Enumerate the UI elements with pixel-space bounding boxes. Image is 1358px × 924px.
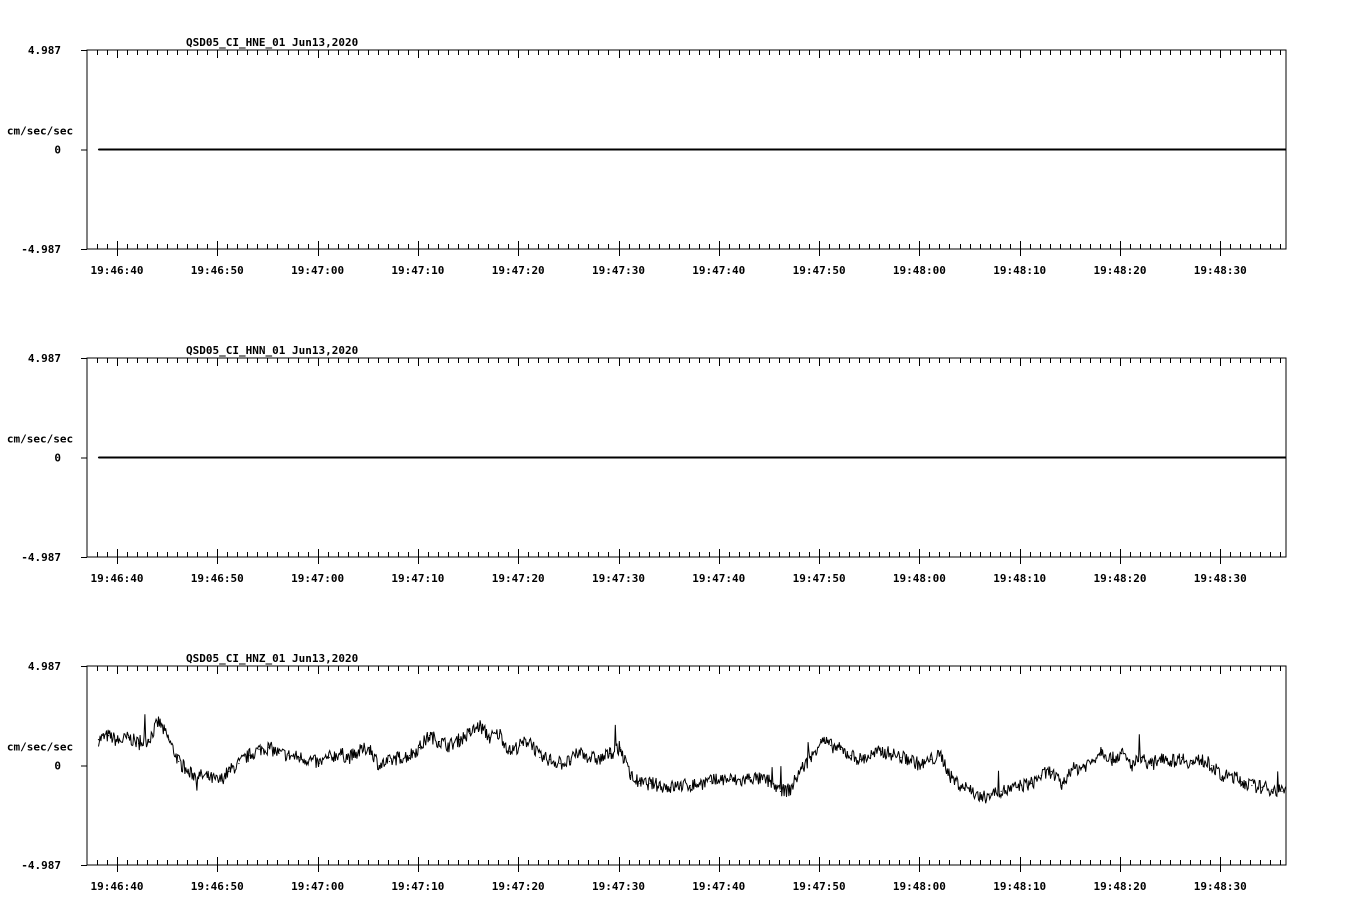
x-tick-label: 19:47:10 [391, 572, 445, 585]
data-point [750, 777, 751, 778]
x-tick-label: 19:47:20 [491, 880, 545, 893]
x-tick-label: 19:46:40 [90, 572, 144, 585]
data-point [850, 755, 851, 756]
y-tick-label: -4.987 [21, 551, 61, 564]
x-tick-label: 19:48:30 [1193, 880, 1247, 893]
data-point [158, 721, 159, 722]
data-point [1221, 777, 1222, 778]
x-tick-label: 19:47:30 [592, 572, 645, 585]
data-point [289, 755, 290, 756]
x-tick-label: 19:47:50 [792, 264, 846, 277]
data-point [1091, 761, 1092, 762]
x-tick-label: 19:48:10 [993, 880, 1047, 893]
y-tick-label: 4.987 [27, 660, 61, 673]
data-point [860, 759, 861, 760]
x-tick-label: 19:48:20 [1093, 572, 1147, 585]
data-point [920, 765, 921, 766]
chart-title: QSD05_CI_HNE_01 Jun13,2020 [186, 36, 359, 49]
data-point [559, 763, 560, 764]
data-point [890, 753, 891, 754]
data-point [1281, 791, 1282, 792]
data-point [790, 789, 791, 790]
data-point [1161, 755, 1162, 756]
data-point [238, 763, 239, 764]
data-point [218, 781, 219, 782]
y-tick-label: 0 [54, 451, 61, 465]
x-tick-label: 19:48:30 [1193, 572, 1247, 585]
data-point [1141, 757, 1142, 758]
panel-2 [7, 344, 1286, 585]
data-point [1101, 457, 1102, 458]
data-point [1151, 765, 1152, 766]
x-tick-label: 19:48:30 [1193, 264, 1247, 277]
y-tick-label: 0 [54, 143, 61, 157]
data-point [971, 789, 972, 790]
data-point [950, 777, 951, 778]
data-point [680, 785, 681, 786]
data-point [780, 791, 781, 792]
data-point [359, 751, 360, 752]
x-tick-label: 19:48:10 [993, 264, 1047, 277]
data-point [640, 783, 641, 784]
data-point [700, 783, 701, 784]
data-point [198, 775, 199, 776]
data-point [258, 749, 259, 750]
data-point [278, 753, 279, 754]
data-point [1101, 749, 1102, 750]
data-point [499, 733, 500, 734]
data-point [329, 757, 330, 758]
data-point [1041, 775, 1042, 776]
y-axis-label: cm/sec/sec [6, 432, 74, 446]
y-tick-label: -4.987 [21, 243, 61, 256]
x-tick-label: 19:46:50 [190, 572, 244, 585]
y-tick-label: 4.987 [27, 44, 61, 57]
data-point [1271, 789, 1272, 790]
data-point [620, 747, 621, 748]
data-point [1281, 457, 1282, 458]
data-point [630, 775, 631, 776]
data-point [770, 781, 771, 782]
data-point [389, 761, 390, 762]
x-tick-label: 19:48:20 [1093, 264, 1147, 277]
x-tick-label: 19:47:00 [291, 572, 345, 585]
data-point [930, 759, 931, 760]
data-point [1261, 787, 1262, 788]
data-point [499, 149, 500, 150]
waveform-trace [99, 714, 1286, 803]
data-point [299, 457, 300, 458]
data-point [650, 783, 651, 784]
data-point [579, 751, 580, 752]
data-point [369, 747, 370, 748]
data-point [248, 755, 249, 756]
data-point [991, 793, 992, 794]
data-point [509, 751, 510, 752]
data-point [840, 749, 841, 750]
data-point [539, 757, 540, 758]
data-point [609, 753, 610, 754]
data-point [98, 149, 99, 150]
data-point [399, 757, 400, 758]
data-point [800, 769, 801, 770]
data-point [599, 759, 600, 760]
data-point [549, 759, 550, 760]
y-axis-label: cm/sec/sec [6, 124, 74, 138]
x-tick-label: 19:48:00 [892, 572, 946, 585]
data-point [138, 743, 139, 744]
data-point [1071, 769, 1072, 770]
data-point [1011, 789, 1012, 790]
data-point [118, 741, 119, 742]
data-point [700, 149, 701, 150]
data-point [1181, 757, 1182, 758]
chart-title: QSD05_CI_HNZ_01 Jun13,2020 [186, 652, 359, 665]
data-point [1201, 759, 1202, 760]
data-point [1241, 781, 1242, 782]
data-point [961, 785, 962, 786]
data-point [1251, 785, 1252, 786]
data-point [1031, 783, 1032, 784]
x-tick-label: 19:48:10 [993, 572, 1047, 585]
x-tick-label: 19:47:00 [291, 880, 345, 893]
data-point [1131, 765, 1132, 766]
data-point [98, 739, 99, 740]
data-point [469, 733, 470, 734]
data-point [419, 747, 420, 748]
plot-frame [87, 666, 1286, 865]
data-point [519, 745, 520, 746]
data-point [148, 739, 149, 740]
data-point [720, 779, 721, 780]
data-point [299, 149, 300, 150]
x-tick-label: 19:47:40 [692, 264, 746, 277]
data-point [1191, 763, 1192, 764]
data-point [690, 785, 691, 786]
y-tick-label: 4.987 [27, 352, 61, 365]
data-point [730, 779, 731, 780]
data-point [339, 753, 340, 754]
data-point [379, 765, 380, 766]
x-tick-label: 19:46:50 [190, 264, 244, 277]
x-tick-label: 19:47:50 [792, 572, 846, 585]
data-point [830, 745, 831, 746]
data-point [1171, 761, 1172, 762]
chart-title: QSD05_CI_HNN_01 Jun13,2020 [186, 344, 359, 357]
x-tick-label: 19:47:30 [592, 880, 645, 893]
data-point [1111, 759, 1112, 760]
data-point [479, 725, 480, 726]
data-point [900, 457, 901, 458]
data-point [910, 759, 911, 760]
data-point [178, 761, 179, 762]
y-tick-label: -4.987 [21, 859, 61, 872]
y-tick-label: 0 [54, 759, 61, 773]
x-tick-label: 19:47:20 [491, 264, 545, 277]
data-point [429, 735, 430, 736]
data-point [740, 781, 741, 782]
data-point [1121, 753, 1122, 754]
x-tick-label: 19:47:50 [792, 880, 846, 893]
data-point [940, 755, 941, 756]
y-axis-label: cm/sec/sec [6, 740, 74, 754]
x-tick-label: 19:48:00 [892, 880, 946, 893]
panel-3 [7, 652, 1286, 893]
data-point [981, 799, 982, 800]
data-point [459, 739, 460, 740]
data-point [1021, 785, 1022, 786]
data-point [128, 737, 129, 738]
data-point [409, 755, 410, 756]
data-point [1081, 767, 1082, 768]
x-tick-label: 19:46:50 [190, 880, 244, 893]
panel-1 [7, 36, 1286, 277]
x-tick-label: 19:47:40 [692, 880, 746, 893]
data-point [1051, 771, 1052, 772]
data-point [810, 759, 811, 760]
data-point [268, 747, 269, 748]
data-point [870, 755, 871, 756]
data-point [1101, 149, 1102, 150]
x-tick-label: 19:47:40 [692, 572, 746, 585]
x-tick-label: 19:47:10 [391, 880, 445, 893]
data-point [499, 457, 500, 458]
data-point [228, 771, 229, 772]
data-point [349, 757, 350, 758]
data-point [569, 761, 570, 762]
x-tick-label: 19:46:40 [90, 880, 144, 893]
x-tick-label: 19:47:20 [491, 572, 545, 585]
data-point [208, 777, 209, 778]
data-point [1061, 785, 1062, 786]
x-tick-label: 19:48:00 [892, 264, 946, 277]
data-point [820, 739, 821, 740]
data-point [98, 457, 99, 458]
data-point [529, 739, 530, 740]
data-point [108, 735, 109, 736]
data-point [168, 739, 169, 740]
data-point [700, 457, 701, 458]
data-point [1231, 775, 1232, 776]
x-tick-label: 19:46:40 [90, 264, 144, 277]
data-point [1211, 765, 1212, 766]
data-point [188, 773, 189, 774]
data-point [299, 757, 300, 758]
data-point [760, 779, 761, 780]
x-tick-label: 19:47:10 [391, 264, 445, 277]
data-point [449, 745, 450, 746]
data-point [900, 149, 901, 150]
data-point [1001, 791, 1002, 792]
data-point [1281, 149, 1282, 150]
data-point [710, 781, 711, 782]
data-point [660, 785, 661, 786]
data-point [439, 741, 440, 742]
data-point [309, 759, 310, 760]
data-point [589, 757, 590, 758]
x-tick-label: 19:47:00 [291, 264, 345, 277]
data-point [900, 757, 901, 758]
data-point [670, 787, 671, 788]
x-tick-label: 19:47:30 [592, 264, 645, 277]
data-point [319, 763, 320, 764]
data-point [489, 737, 490, 738]
x-tick-label: 19:48:20 [1093, 880, 1147, 893]
data-point [880, 751, 881, 752]
